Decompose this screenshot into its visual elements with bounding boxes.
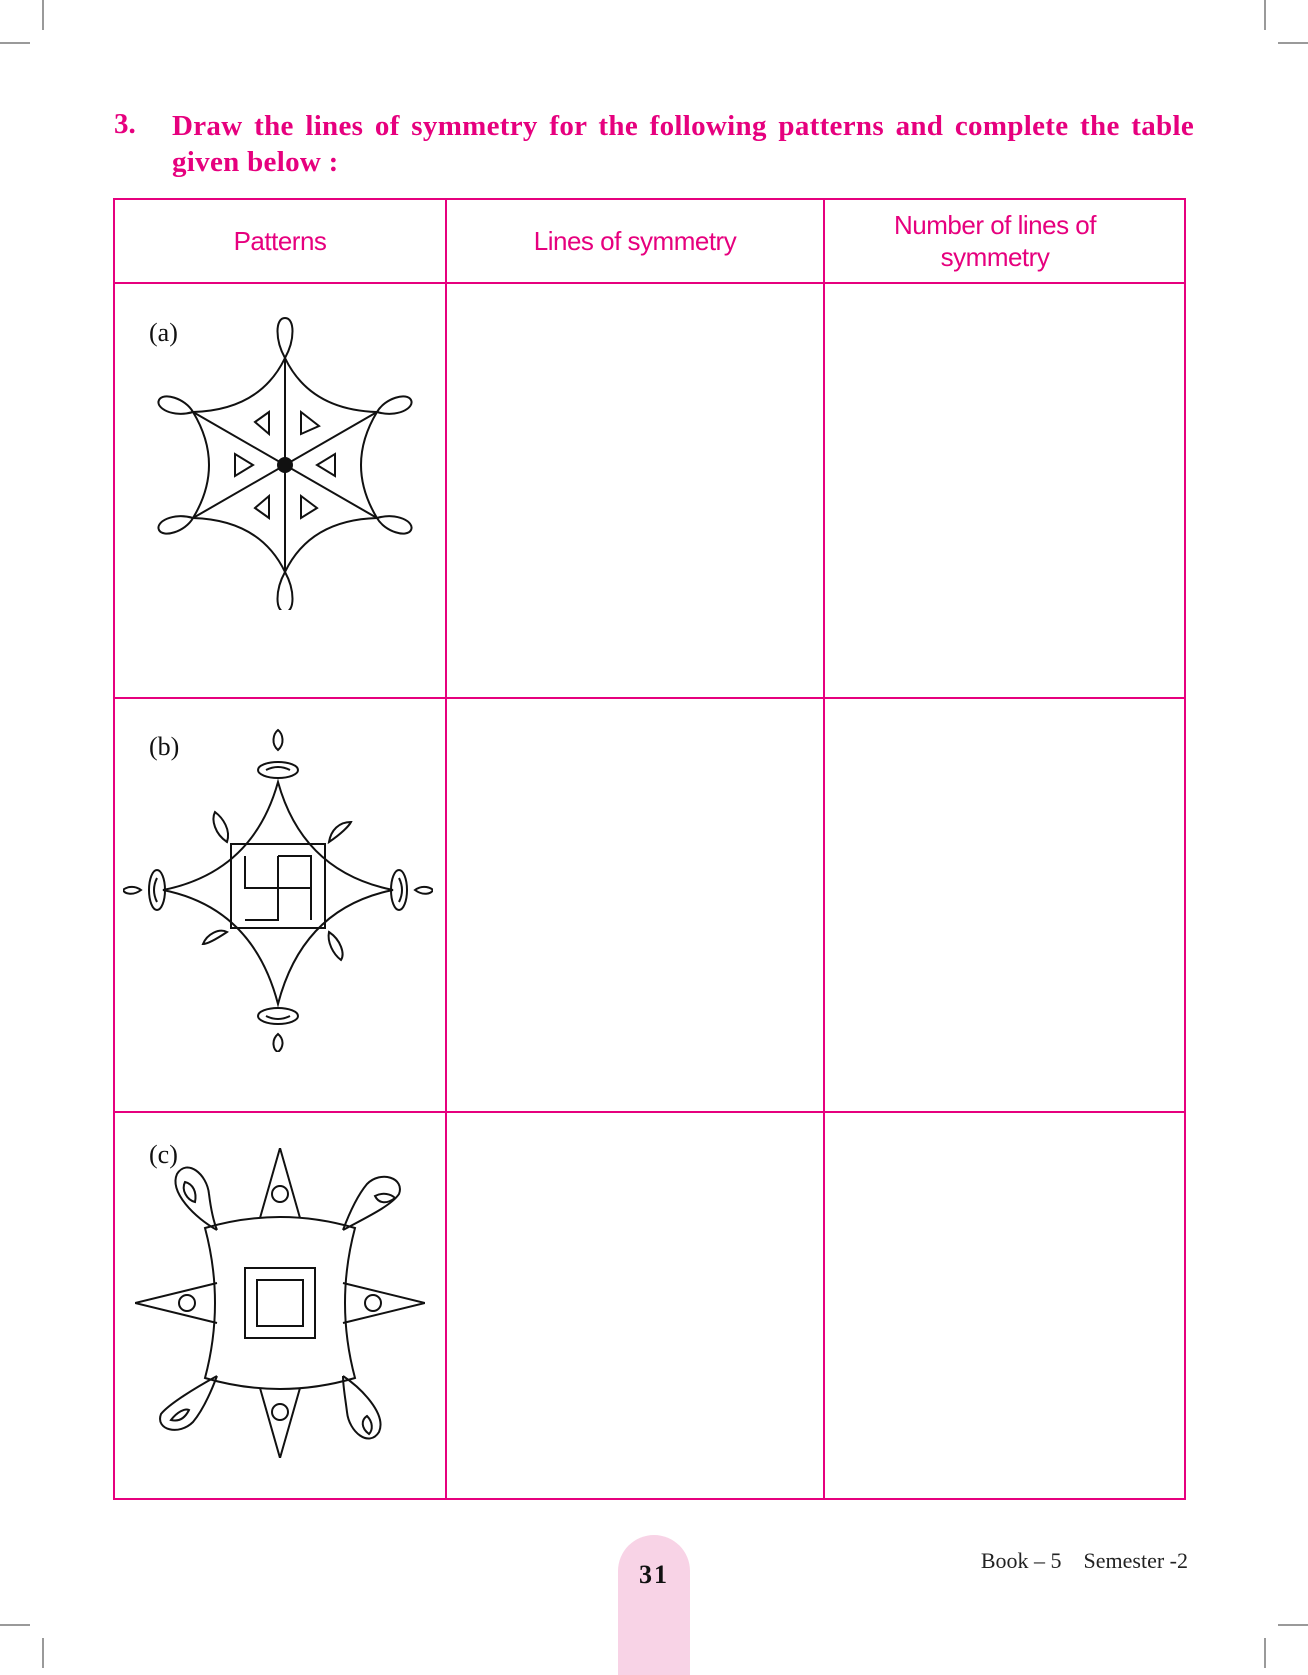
book-label: Book – 5 [980, 1548, 1062, 1573]
crop-mark [0, 1624, 30, 1626]
row-label-c: (c) [149, 1140, 178, 1169]
row-label-b: (b) [149, 732, 180, 761]
row-divider [115, 282, 1184, 284]
crop-mark [1264, 0, 1266, 30]
page-number: 31 [639, 1560, 669, 1589]
column-divider [445, 200, 447, 1498]
pattern-a-star [145, 310, 425, 610]
question-number: 3. [114, 108, 136, 140]
row-divider [115, 697, 1184, 699]
crop-mark [1264, 1638, 1266, 1668]
page-number-tab [618, 1535, 690, 1675]
footer-book-info [981, 1548, 1188, 1574]
crop-mark [42, 0, 44, 30]
semester-label: Semester -2 [1083, 1548, 1188, 1573]
row-divider [115, 1111, 1184, 1113]
question-text: Draw the lines of symmetry for the following patterns and complete the table given below : [172, 110, 1194, 178]
header-patterns: Patterns [233, 226, 327, 256]
crop-mark [1278, 42, 1308, 44]
column-divider [823, 200, 825, 1498]
pattern-b-swastika [123, 722, 433, 1052]
symmetry-table [113, 198, 1186, 1500]
header-number-of-lines: Number of lines of symmetry [894, 210, 1096, 272]
row-label-a: (a) [149, 318, 178, 347]
crop-mark [0, 42, 30, 44]
pattern-c-square [135, 1148, 425, 1458]
crop-mark [42, 1638, 44, 1668]
crop-mark [1278, 1624, 1308, 1626]
header-lines-of-symmetry: Lines of symmetry [533, 226, 737, 256]
